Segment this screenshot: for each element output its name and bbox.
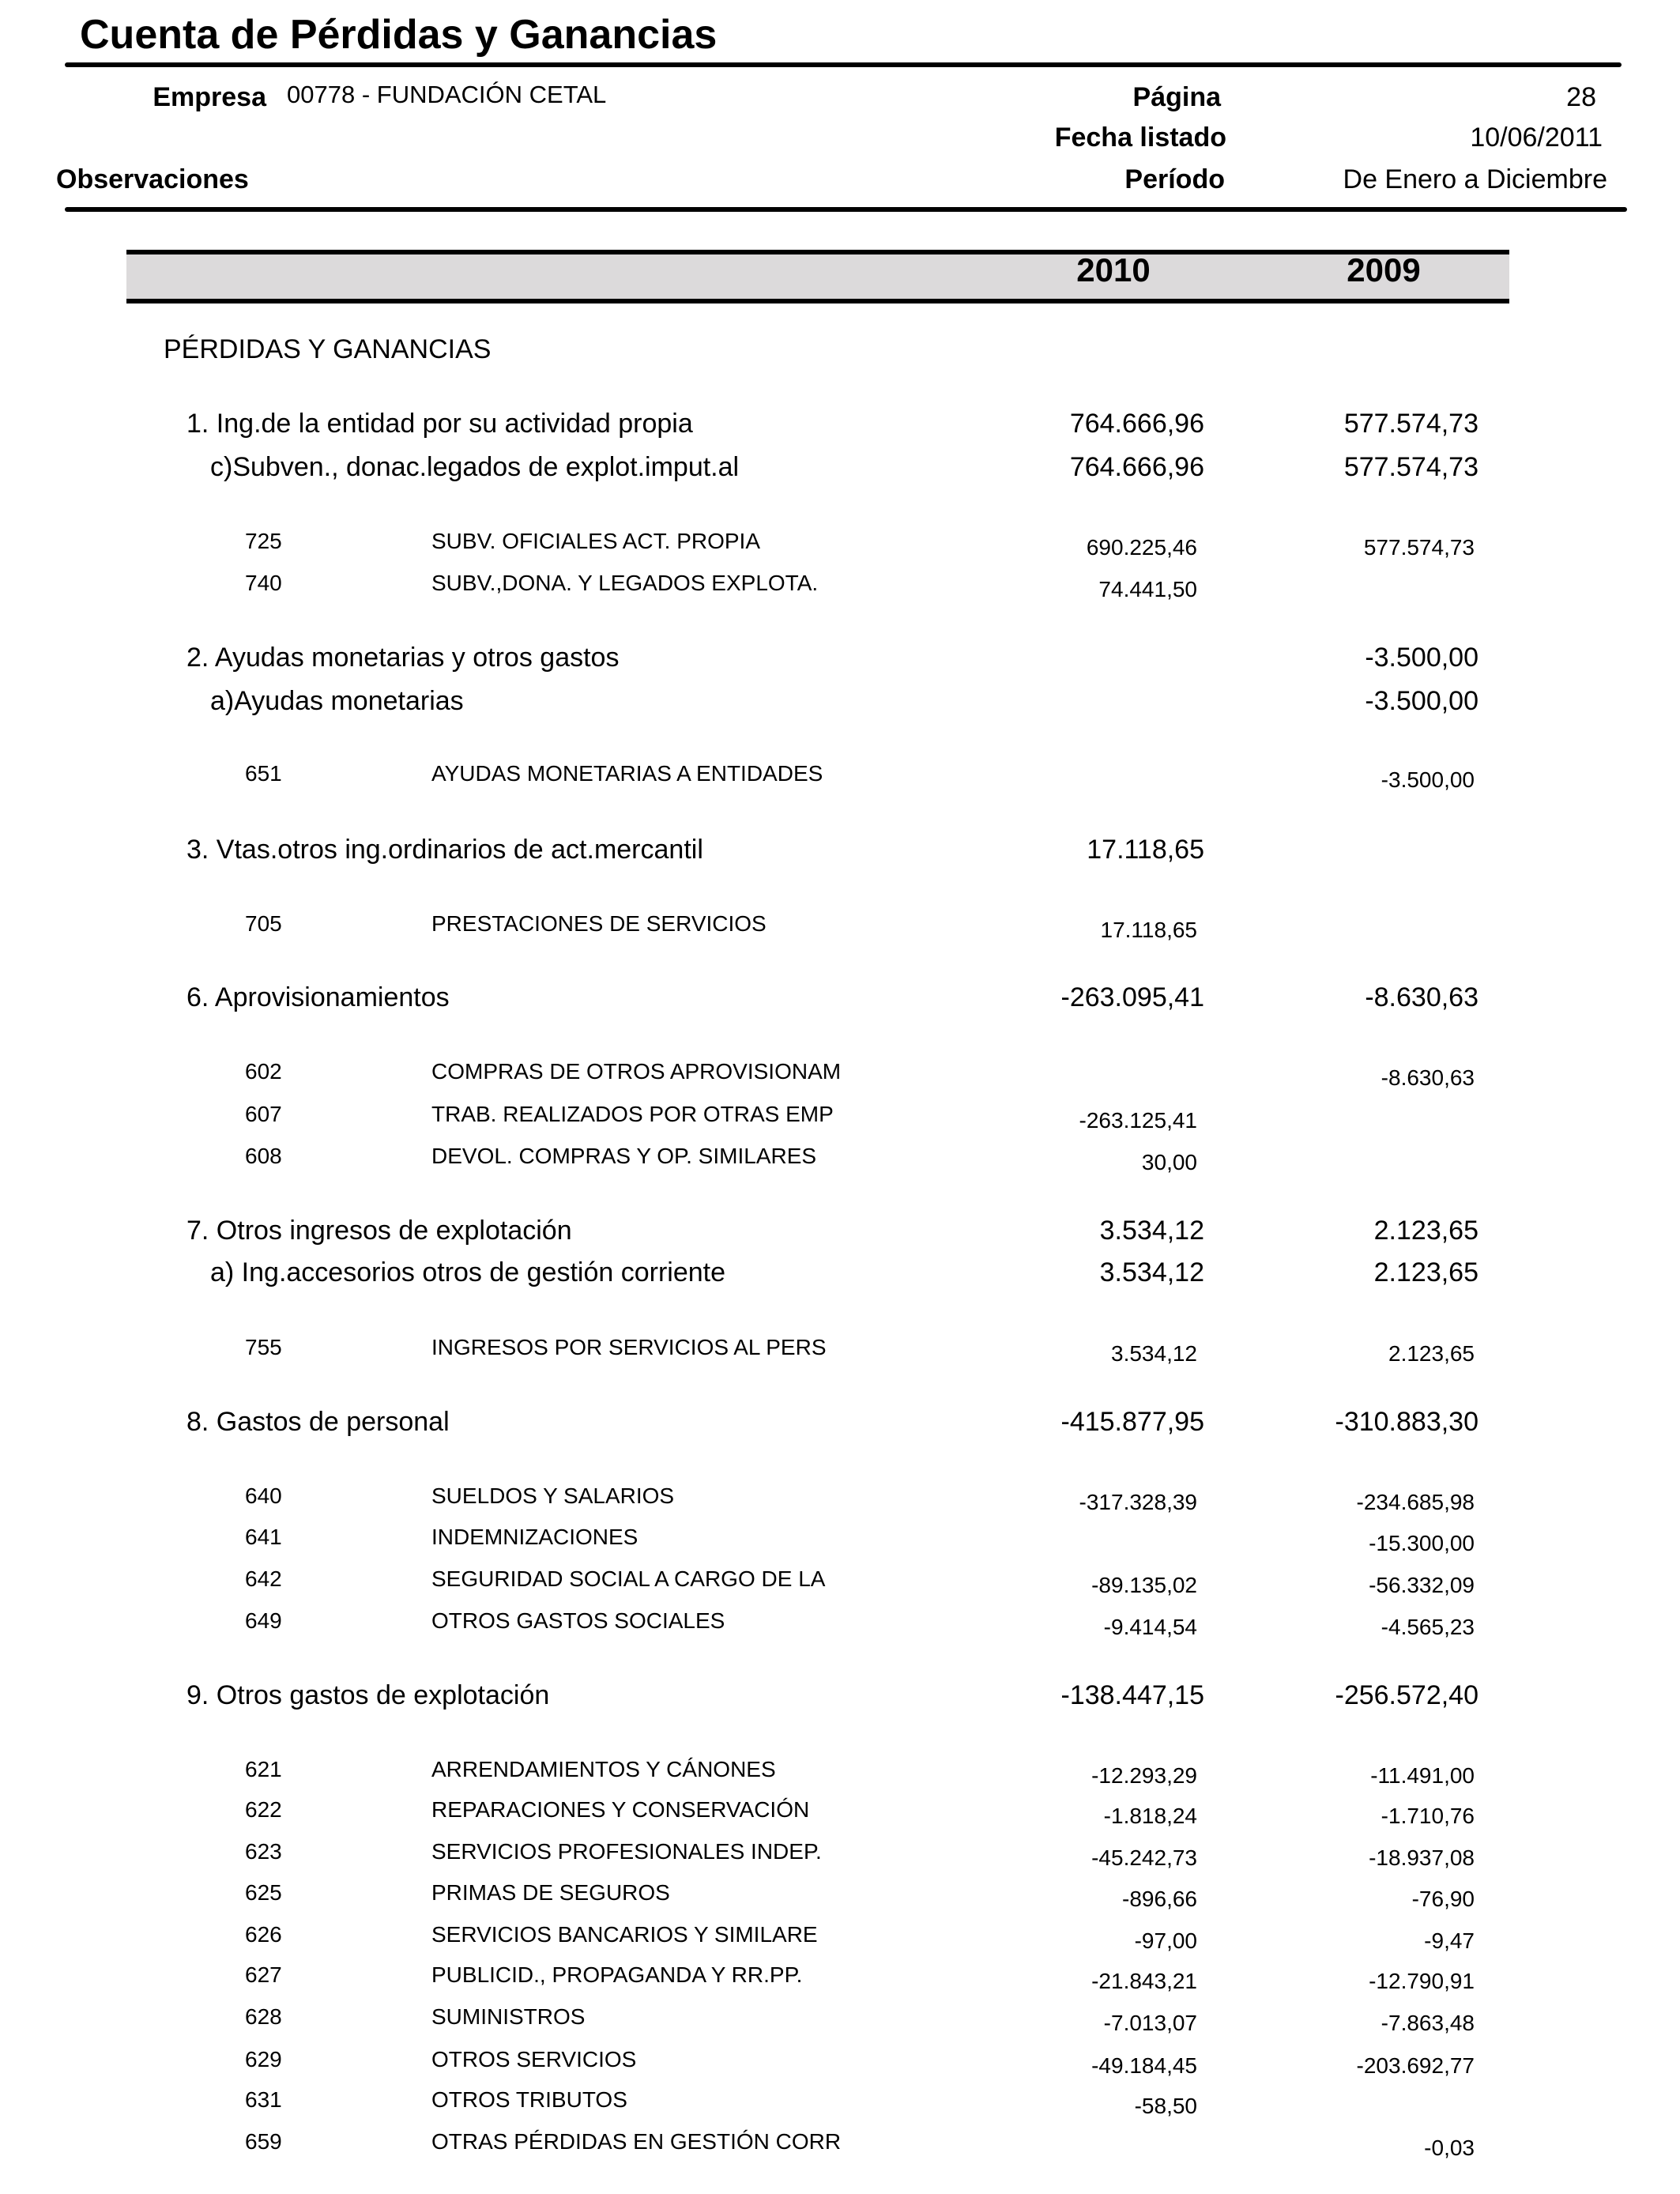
total-2009: 577.574,73 [1343,451,1478,482]
account-code: 740 [245,570,282,595]
account-code: 607 [245,1101,282,1126]
total-2009: 2.123,65 [1373,1257,1478,1287]
total-2010: 764.666,96 [1069,451,1204,482]
section-title: PÉRDIDAS Y GANANCIAS [164,334,492,364]
amount-2010: -21.843,21 [1091,1969,1197,1994]
fecha-listado-value: 10/06/2011 [1470,123,1603,153]
account-code: 705 [245,910,282,936]
amount-2009: -12.790,91 [1369,1969,1475,1994]
account-description: SUBV. OFICIALES ACT. PROPIA [431,528,760,553]
amount-2010: -7.013,07 [1103,2011,1197,2036]
amount-2009: -18.937,08 [1369,1845,1475,1871]
total-2010: 3.534,12 [1099,1215,1204,1246]
account-code: 627 [245,1962,282,1988]
column-header-2010: 2010 [1076,251,1151,288]
account-description: REPARACIONES Y CONSERVACIÓN [431,1797,810,1823]
empresa-label: Empresa [153,82,266,112]
account-description: SUELDOS Y SALARIOS [431,1483,675,1509]
account-description: ARRENDAMIENTOS Y CÁNONES [431,1756,776,1781]
amount-2009: -8.630,63 [1381,1065,1475,1091]
account-code: 623 [245,1839,282,1864]
amount-2010: -263.125,41 [1079,1107,1197,1133]
amount-2010: 74.441,50 [1098,576,1197,601]
account-description: SUMINISTROS [431,2004,586,2030]
amount-2009: -7.863,48 [1381,2011,1475,2036]
section-line-label: 6. Aprovisionamientos [186,982,450,1013]
section-line-label: 3. Vtas.otros ing.ordinarios de act.mercantil [186,834,703,865]
account-description: TRAB. REALIZADOS POR OTRAS EMP [431,1101,834,1126]
pagina-label: Página [1132,82,1221,112]
account-description: SUBV.,DONA. Y LEGADOS EXPLOTA. [431,570,819,595]
account-code: 651 [245,760,282,786]
total-2010: -415.877,95 [1060,1407,1204,1438]
amount-2009: -11.491,00 [1370,1762,1475,1788]
amount-2009: -15.300,00 [1369,1530,1475,1555]
observaciones-label: Observaciones [56,164,249,194]
account-description: SERVICIOS PROFESIONALES INDEP. [431,1839,822,1864]
column-header-2009: 2009 [1347,251,1421,288]
amount-2010: -1.818,24 [1103,1804,1197,1829]
section-line-label: 2. Ayudas monetarias y otros gastos [186,642,620,673]
account-description: INDEMNIZACIONES [431,1524,638,1549]
account-description: AYUDAS MONETARIAS A ENTIDADES [431,760,823,786]
account-description: OTROS SERVICIOS [431,2046,637,2071]
amount-2010: 30,00 [1141,1149,1197,1174]
account-code: 631 [245,2087,282,2112]
total-2009: -3.500,00 [1365,642,1478,673]
empresa-value: 00778 - FUNDACIÓN CETAL [287,81,607,108]
amount-2010: -45.242,73 [1091,1845,1197,1871]
account-description: PUBLICID., PROPAGANDA Y RR.PP. [431,1962,803,1988]
amount-2010: 17.118,65 [1100,917,1197,942]
total-2009: 2.123,65 [1373,1215,1478,1246]
total-2009: -3.500,00 [1365,685,1478,716]
periodo-label: Período [1124,164,1225,194]
amount-2010: 3.534,12 [1111,1341,1197,1367]
amount-2010: -896,66 [1122,1886,1197,1911]
amount-2009: -234.685,98 [1356,1490,1475,1515]
account-description: SERVICIOS BANCARIOS Y SIMILARE [431,1921,818,1947]
amount-2010: -9.414,54 [1103,1614,1197,1639]
account-code: 641 [245,1524,282,1549]
account-code: 629 [245,2046,282,2071]
total-2010: 3.534,12 [1099,1257,1204,1287]
amount-2009: -4.565,23 [1381,1614,1475,1639]
total-2010: 17.118,65 [1087,834,1204,865]
total-2009: -8.630,63 [1365,982,1478,1013]
total-2010: -263.095,41 [1060,982,1204,1013]
total-2009: 577.574,73 [1343,408,1478,439]
amount-2009: 2.123,65 [1388,1341,1475,1367]
amount-2010: -317.328,39 [1079,1490,1197,1515]
amount-2010: -89.135,02 [1091,1572,1197,1597]
amount-2010: -58,50 [1134,2094,1197,2118]
account-code: 608 [245,1143,282,1168]
account-description: INGRESOS POR SERVICIOS AL PERS [431,1335,827,1360]
account-description: COMPRAS DE OTROS APROVISIONAM [431,1059,842,1084]
amount-2010: -49.184,45 [1091,2053,1197,2078]
amount-2009: -76,90 [1411,1886,1475,1911]
subsection-line-label: a)Ayudas monetarias [210,685,464,716]
header-rule-top [65,62,1622,67]
account-description: PRESTACIONES DE SERVICIOS [431,910,767,936]
amount-2009: -0,03 [1424,2136,1475,2161]
account-code: 625 [245,1879,282,1905]
subsection-line-label: a) Ing.accesorios otros de gestión corriente [210,1257,726,1287]
account-description: OTRAS PÉRDIDAS EN GESTIÓN CORR [431,2129,842,2154]
report-title: Cuenta de Pérdidas y Ganancias [80,12,718,58]
periodo-value: De Enero a Diciembre [1343,164,1607,194]
section-line-label: 9. Otros gastos de explotación [186,1679,550,1710]
account-code: 725 [245,528,282,553]
amount-2010: -12.293,29 [1091,1762,1197,1788]
account-description: PRIMAS DE SEGUROS [431,1879,670,1905]
amount-2009: -203.692,77 [1356,2053,1475,2078]
amount-2009: -3.500,00 [1381,767,1475,792]
column-header-band [126,250,1509,303]
amount-2009: -9,47 [1424,1928,1475,1953]
account-code: 640 [245,1483,282,1509]
section-line-label: 1. Ing.de la entidad por su actividad propia [186,408,693,439]
total-2010: -138.447,15 [1060,1679,1204,1710]
fecha-listado-label: Fecha listado [1054,123,1226,153]
account-code: 755 [245,1335,282,1360]
account-code: 659 [245,2129,282,2154]
amount-2009: -56.332,09 [1369,1572,1475,1597]
account-description: DEVOL. COMPRAS Y OP. SIMILARES [431,1143,817,1168]
total-2009: -256.572,40 [1335,1679,1478,1710]
header-rule-bottom [65,207,1627,212]
amount-2010: -97,00 [1134,1928,1197,1953]
amount-2009: -1.710,76 [1381,1804,1475,1829]
section-line-label: 7. Otros ingresos de explotación [186,1215,572,1246]
account-code: 622 [245,1797,282,1823]
account-code: 649 [245,1608,282,1633]
pagina-value: 28 [1566,82,1596,112]
total-2009: -310.883,30 [1335,1407,1478,1438]
account-code: 602 [245,1059,282,1084]
total-2010: 764.666,96 [1069,408,1204,439]
account-code: 628 [245,2004,282,2030]
subsection-line-label: c)Subven., donac.legados de explot.imput.al [210,451,740,482]
account-code: 642 [245,1566,282,1591]
account-code: 626 [245,1921,282,1947]
account-description: OTROS GASTOS SOCIALES [431,1608,725,1633]
account-description: OTROS TRIBUTOS [431,2087,627,2112]
section-line-label: 8. Gastos de personal [186,1407,450,1438]
amount-2010: 690.225,46 [1086,534,1197,560]
amount-2009: 577.574,73 [1363,534,1475,560]
account-code: 621 [245,1756,282,1781]
account-description: SEGURIDAD SOCIAL A CARGO DE LA [431,1566,826,1591]
